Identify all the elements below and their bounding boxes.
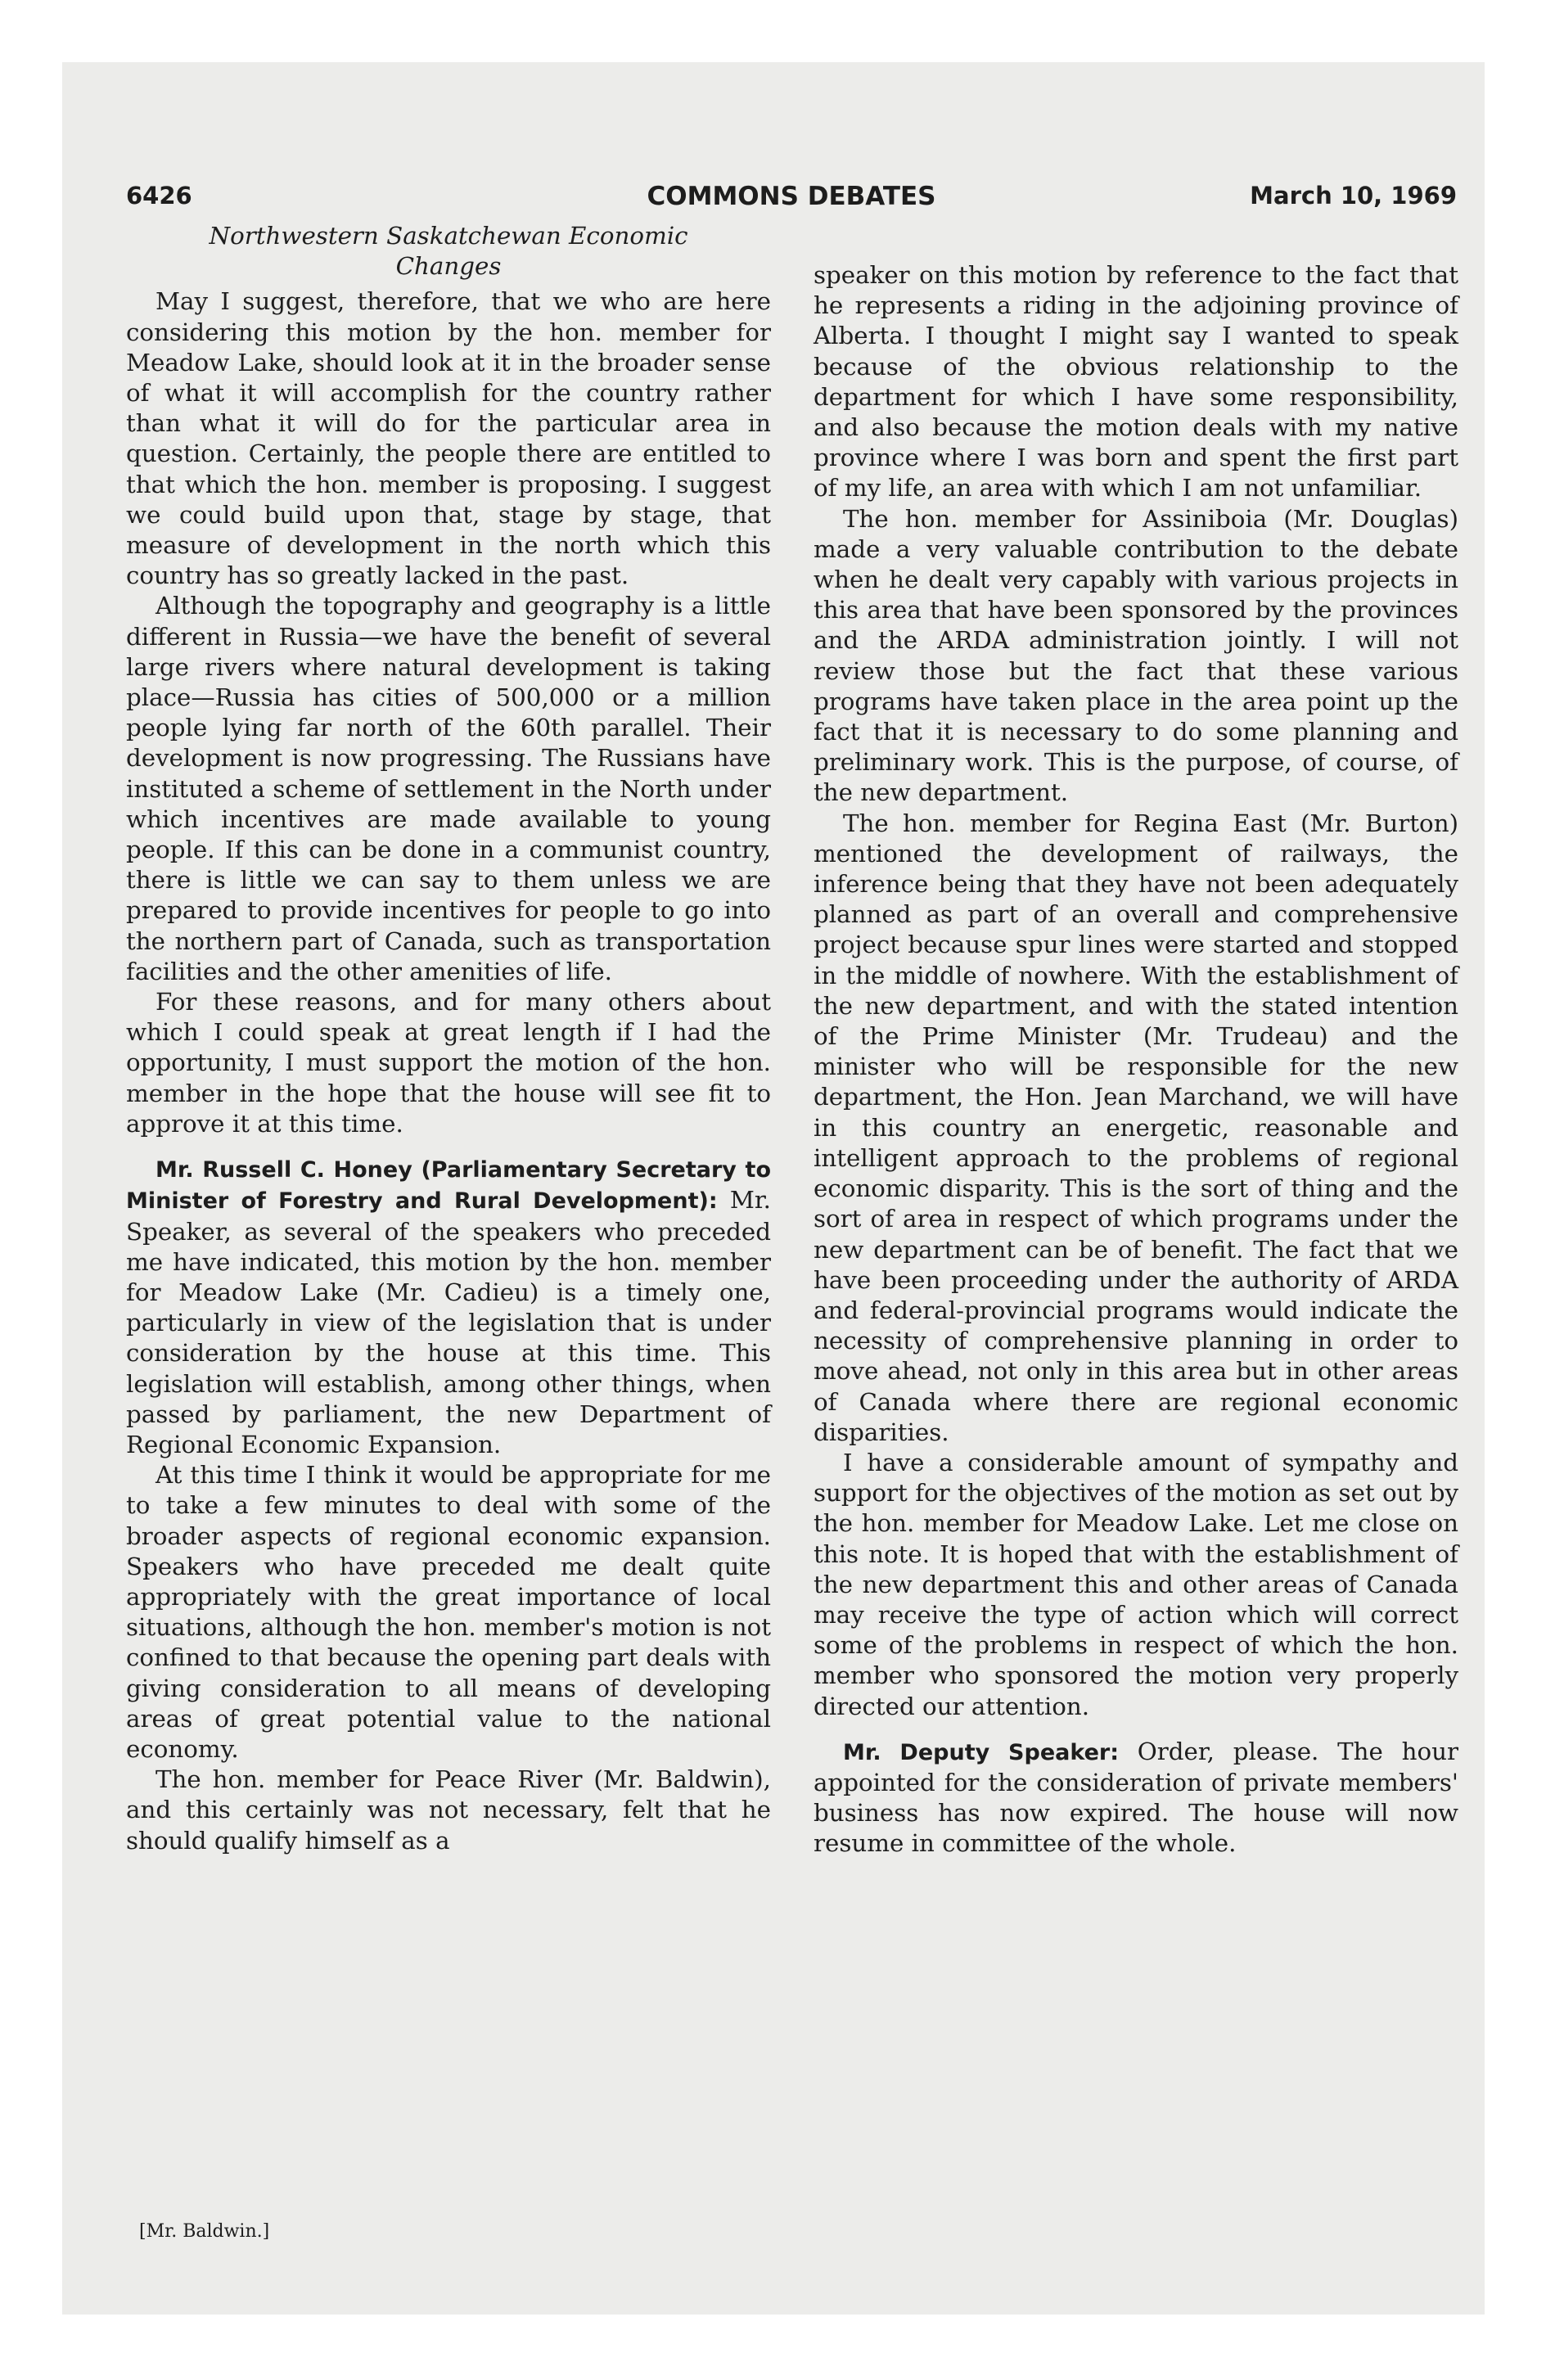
page-header [126, 182, 1457, 218]
publication-date: March 10, 1969 [1250, 182, 1457, 210]
paragraph: May I suggest, therefore, that we who are here considering this motion by the hon. member for Meadow Lake, should look at it in the broader sense of what it will accomplish for the country rather than what it will do for the particular area in question. Certainly, the people there are entitled to that which the hon. member is proposing. I suggest we could build upon that, stage by stage, that measure of development in the north which this country has so greatly lacked in the past. [126, 287, 771, 590]
right-column [814, 260, 1458, 1859]
section-subheading: Northwestern Saskatchewan Economic Changes [209, 222, 688, 281]
speech-paragraph [814, 1737, 1458, 1859]
speech-paragraph [126, 1154, 771, 1460]
paragraph: Although the topography and geography is a little different in Russia—we have the benefit of several large rivers where natural development is taking place—Russia has cities of 500,000 or a million people lying far north of the 60th parallel. Their development is now progressing. The Russians have instituted a scheme of settlement in the North under which incentives are made available to young people. If this can be done in a communist country, there is little we can say to them unless we are prepared to provide incentives for people to go into the northern part of Canada, such as transportation facilities and the other amenities of life. [126, 592, 771, 985]
speaker-name: Mr. Deputy Speaker: [843, 1739, 1120, 1765]
paragraph: The hon. member for Assiniboia (Mr. Douglas) made a very valuable contribution to the debate when he dealt very capably with various projects in this area that have been sponsored by the provinces and the ARDA administration jointly. I will not review those but the fact that these various programs have taken place in the area point up the fact that it is necessary to do some planning and preliminary work. This is the purpose, of course, of the new department. [814, 504, 1458, 807]
page-footer: [Mr. Baldwin.] [139, 2221, 270, 2242]
publication-title: COMMONS DEBATES [647, 182, 936, 211]
speaker-name: Mr. Russell C. Honey (Parliamentary Secretary to Minister of Forestry and Rural Development): [126, 1157, 771, 1215]
speech-text: Order, please. The hour appointed for the consideration of private members' business has now expired. The house will now resume in committee of the whole. [814, 1737, 1458, 1858]
paragraph: The hon. member for Peace River (Mr. Baldwin), and this certainly was not necessary, felt that he should qualify himself as a [126, 1765, 771, 1855]
left-column [126, 221, 771, 1856]
paragraph: At this time I think it would be appropriate for me to take a few minutes to deal with some of the broader aspects of regional economic expansion. Speakers who have preceded me dealt quite appropriately with the great importance of local situations, although the hon. member's motion is not confined to that because the opening part deals with giving consideration to all means of developing areas of great potential value to the national economy. [126, 1461, 771, 1763]
paragraph: For these reasons, and for many others about which I could speak at great length if I had the opportunity, I must support the motion of the hon. member in the hope that the house will see fit to approve it at this time. [126, 988, 771, 1138]
paragraph: speaker on this motion by reference to the fact that he represents a riding in the adjoining province of Alberta. I thought I might say I wanted to speak because of the obvious relationship to the department for which I have some responsibility, and also because the motion deals with my native province where I was born and spent the first part of my life, an area with which I am not unfamiliar. [814, 261, 1458, 503]
paragraph: I have a considerable amount of sympathy and support for the objectives of the motion as set out by the hon. member for Meadow Lake. Let me close on this note. It is hoped that with the establishment of the new department this and other areas of Canada may receive the type of action which will correct some of the problems in respect of which the hon. member who sponsored the motion very properly directed our attention. [814, 1448, 1458, 1720]
page-number: 6426 [126, 182, 192, 210]
speech-text: Mr. Speaker, as several of the speakers who preceded me have indicated, this motion by the hon. member for Meadow Lake (Mr. Cadieu) is a timely one, particularly in view of the legislation that is under consideration by the house at this time. This legislation will establish, among other things, when passed by parliament, the new Department of Regional Economic Expansion. [126, 1186, 771, 1458]
paragraph: The hon. member for Regina East (Mr. Burton) mentioned the development of railways, the inference being that they have not been adequately planned as part of an overall and comprehensive project because spur lines were started and stopped in the middle of nowhere. With the establishment of the new department, and with the stated intention of the Prime Minister (Mr. Trudeau) and the minister who will be responsible for the new department, the Hon. Jean Marchand, we will have in this country an energetic, reasonable and intelligent approach to the problems of regional economic disparity. This is the sort of thing and the sort of area in respect of which programs under the new department can be of benefit. The fact that we have been proceeding under the authority of ARDA and federal-provincial programs would indicate the necessity of comprehensive planning in order to move ahead, not only in this area but in other areas of Canada where there are regional economic disparities. [814, 809, 1458, 1446]
